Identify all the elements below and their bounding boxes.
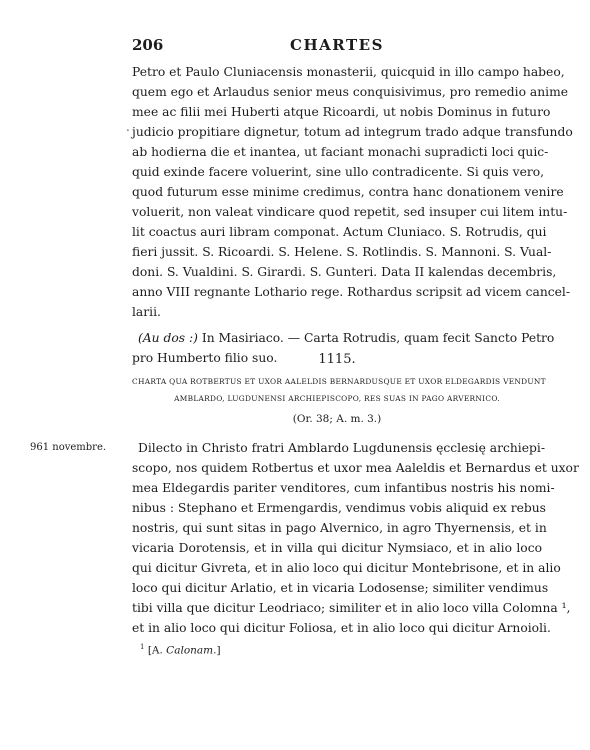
- text-line: tibi villa que dicitur Leodriaco; similiter et in alio loco villa Colomna ¹,: [132, 601, 571, 615]
- text-line: mee ac filii mei Huberti atque Ricoardi, ut nobis Dominus in futuro: [132, 105, 551, 119]
- ink-mark: .: [126, 120, 130, 134]
- text-line: ab hodierna die et inantea, ut faciant monachi supradicti loci quic-: [132, 145, 549, 159]
- page-header: [132, 36, 542, 56]
- text-line: Petro et Paulo Cluniacensis monasterii, quicquid in illo campo habeo,: [132, 65, 565, 79]
- text-line: loco qui dicitur Arlatio, et in vicaria Lodosense; similiter vendimus: [132, 581, 549, 595]
- text-line: fieri jussit. S. Ricoardi. S. Helene. S. Rotlindis. S. Mannoni. S. Vual-: [132, 245, 552, 259]
- text-line: et in alio loco qui dicitur Foliosa, et in alio loco qui dicitur Arnoioli.: [132, 621, 551, 635]
- charter-number: 1115.: [318, 352, 356, 367]
- page-number: 206: [132, 36, 164, 54]
- footnote-marker: 1: [140, 643, 145, 651]
- dorsal-note: [138, 328, 555, 348]
- footnote: [140, 643, 221, 657]
- text-line: larii.: [132, 305, 161, 319]
- text-line: quod futurum esse minime credimus, contra hanc donationem venire: [132, 185, 564, 199]
- source-reference: (Or. 38; A. m. 3.): [292, 413, 382, 425]
- charter-title-line: AMBLARDO, LUGDUNENSI ARCHIEPISCOPO, RES SUAS IN PAGO ARVERNICO.: [174, 394, 500, 403]
- text-line: quem ego et Arlaudus senior meus conquisivimus, pro remedio anime: [132, 85, 569, 99]
- dorsal-note-continued: pro Humberto filio suo.: [132, 351, 278, 365]
- text-line: vicaria Dorotensis, et in villa qui dicitur Nymsiaco, et in alio loco: [132, 541, 542, 555]
- text-line: Dilecto in Christo fratri Amblardo Lugdunensis ęcclesię archiepi-: [138, 441, 545, 455]
- dorsal-label: (Au dos :): [138, 331, 198, 345]
- charter-title-line: CHARTA QUA ROTBERTUS ET UXOR AALELDIS BERNARDUSQUE ET UXOR ELDEGARDIS VENDUNT: [132, 377, 546, 386]
- text-line: judicio propitiare dignetur, totum ad integrum trado adque transfundo: [132, 125, 573, 139]
- running-title: CHARTES: [290, 36, 384, 54]
- text-line: nostris, qui sunt sitas in pago Alvernico, in agro Thyernensis, et in: [132, 521, 547, 535]
- text-line: anno VIII regnante Lothario rege. Rothardus scripsit ad vicem cancel-: [132, 285, 571, 299]
- text-line: nibus : Stephano et Ermengardis, vendimus vobis aliquid ex rebus: [132, 501, 546, 515]
- footnote-bracket-open: [A.: [147, 644, 167, 657]
- text-line: lit coactus auri libram componat. Actum Cluniaco. S. Rotrudis, qui: [132, 225, 547, 239]
- dorsal-text: In Masiriaco. — Carta Rotrudis, quam fecit Sancto Petro: [197, 331, 555, 345]
- text-line: quid exinde facere voluerint, sine ullo contradicente. Si quis vero,: [132, 165, 545, 179]
- margin-date: 961 novembre.: [30, 442, 107, 453]
- text-line: doni. S. Vualdini. S. Girardi. S. Gunteri. Data II kalendas decembris,: [132, 265, 557, 279]
- text-line: voluerit, non valeat vindicare quod repetit, sed insuper cui litem intu-: [132, 205, 568, 219]
- text-line: qui dicitur Givreta, et in alio loco qui dicitur Montebrisone, et in alio: [132, 561, 561, 575]
- footnote-variant: Calonam: [166, 644, 214, 657]
- text-line: mea Eldegardis pariter venditores, cum infantibus nostris his nomi-: [132, 481, 555, 495]
- text-line: scopo, nos quidem Rotbertus et uxor mea Aaleldis et Bernardus et uxor: [132, 461, 579, 475]
- footnote-bracket-close: .]: [213, 644, 221, 657]
